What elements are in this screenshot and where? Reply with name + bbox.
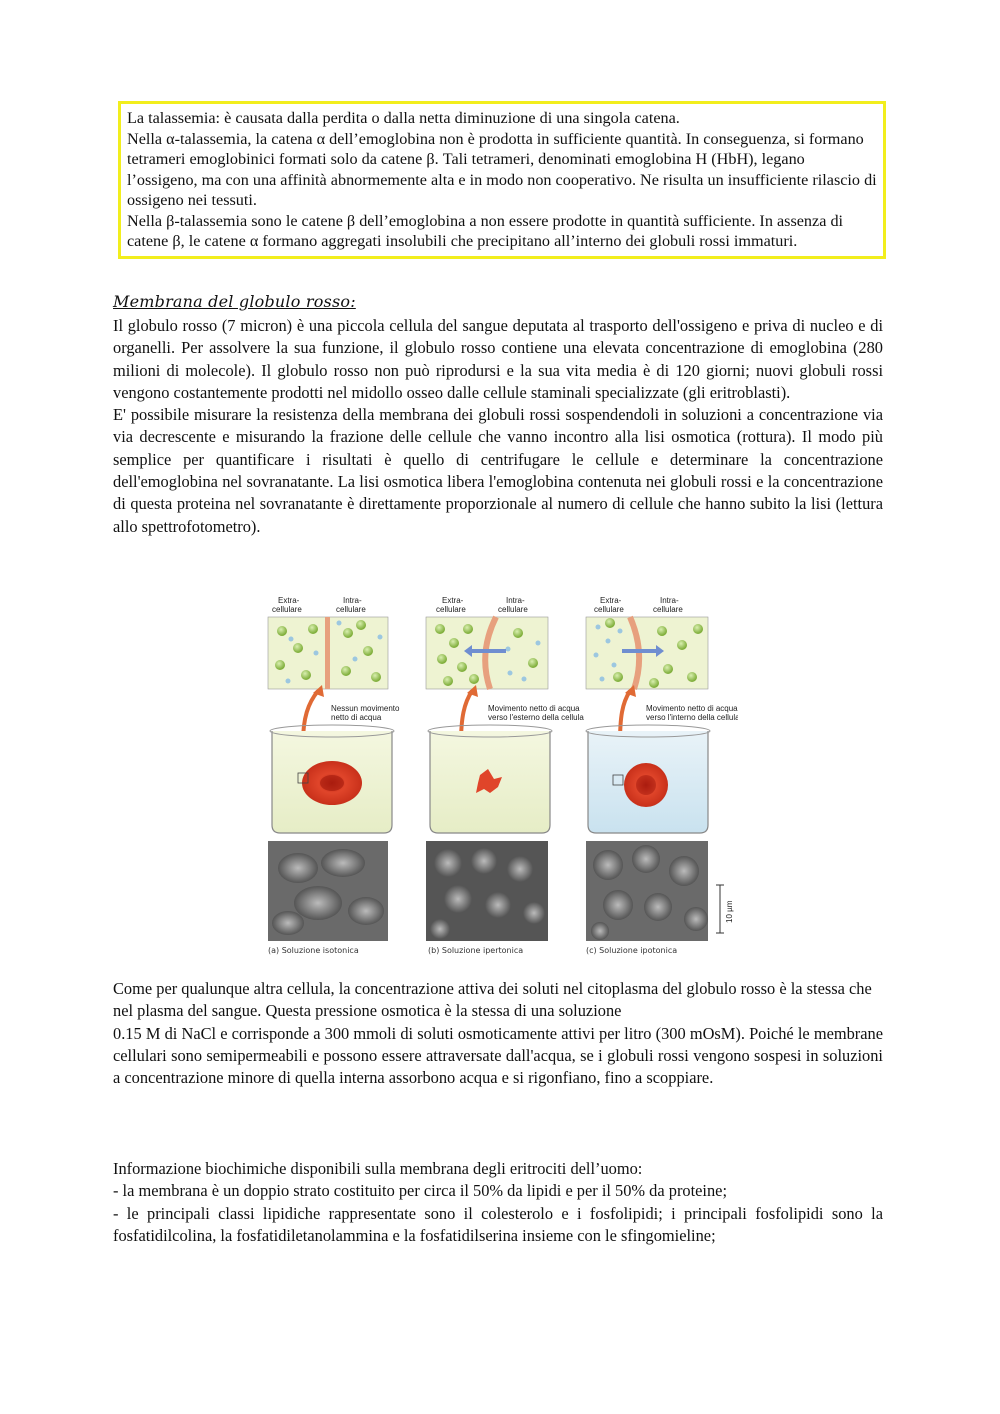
list-item: - la membrana è un doppio strato costituito per circa il 50% da lipidi e per il 50% da proteine; (113, 1181, 728, 1201)
caption: (b) Soluzione ipertonica (428, 946, 524, 955)
note-line: netto di acqua (331, 713, 382, 722)
box-line: La talassemia: è causata dalla perdita o dalla netta diminuzione di una singola catena. (127, 109, 680, 127)
paragraph: E' possibile misurare la resistenza della membrana dei globuli rossi sospendendoli in soluzioni a concentrazione via via decrescente e misurando la frazione delle cellule che vanno incontro alla lisi osmotica (rottura). Il modo più semplice per quantificare i risultati è quello di centrifugare le cellule e determinare la concentrazione dell'emoglobina nel sovranatante. La lisi osmotica libera l'emoglobina contenuta nei globuli rossi e la concentrazione di questa proteina nel sovranatante è direttamente proporzionale al numero di cellule che hanno subito la lisi (lettura allo spettrofotometro). (113, 405, 883, 536)
note-line: Movimento netto di acqua (488, 704, 580, 713)
label-cellulare: cellulare (336, 605, 366, 614)
paragraph-block-2 (113, 978, 883, 1089)
note-line: Nessun movimento (331, 704, 400, 713)
note-line: Movimento netto di acqua (646, 704, 738, 713)
paragraph: Come per qualunque altra cellula, la concentrazione attiva dei soluti nel citoplasma del globulo rosso è la stessa che nel plasma del sangue. Questa pressione osmotica è la stessa di una soluzione (113, 979, 872, 1021)
paragraph-block-1 (113, 315, 883, 538)
paragraph: Il globulo rosso (7 micron) è una piccola cellula del sangue deputata al trasporto dell'ossigeno e priva di nucleo e di organelli. Per assolvere la sua funzione, il globulo rosso contiene una elevata concentrazione di emoglobina (280 milioni di molecole). Il globulo rosso non può riprodursi e la sua vita media è di 120 giorni; nuovi globuli rossi vengono costantemente prodotti nel midollo osseo dalle cellule staminali specializzate (gli eritroblasti). (113, 316, 883, 402)
caption: (a) Soluzione isotonica (268, 946, 359, 955)
label-cellulare: cellulare (653, 605, 683, 614)
caption: (c) Soluzione ipotonica (586, 946, 678, 955)
osmosis-figure (258, 593, 738, 959)
label-intra: Intra- (343, 596, 362, 605)
label-extra: Extra- (278, 596, 300, 605)
paragraph: 0.15 M di NaCl e corrisponde a 300 mmoli di soluti osmoticamente attivi per litro (300 mOsM). Poiché le membrane cellulari sono semipermeabili e possono essere attraversate dall'acqua, se i globuli rossi vengono sospesi in soluzioni a concentrazione minore di quella interna assorbono acqua e si rigonfiano, fino a scoppiare. (113, 1023, 883, 1088)
box-line: Nella α-talassemia, la catena α dell’emoglobina non è prodotta in sufficiente quantità. In conseguenza, si formano tetrameri emoglobinici formati solo da catene β. Tali tetrameri, denominati emoglobina H (HbH), legano l’ossigeno, ma con una affinità abnormemente alta e in modo non cooperativo. Ne risulta un insufficiente rilascio di ossigeno nei tessuti. (127, 129, 877, 209)
label-extra: Extra- (600, 596, 622, 605)
label-cellulare: cellulare (594, 605, 624, 614)
label-intra: Intra- (506, 596, 525, 605)
label-cellulare: cellulare (272, 605, 302, 614)
panel-hypertonic (426, 596, 584, 955)
note-line: verso l'interno della cellula (646, 713, 738, 722)
label-intra: Intra- (660, 596, 679, 605)
paragraph-block-3 (113, 1158, 883, 1247)
scale-label: 10 µm (725, 900, 734, 923)
label-cellulare: cellulare (498, 605, 528, 614)
list-item: - le principali classi lipidiche rappresentate sono il colesterolo e i fosfolipidi; i principali fosfolipidi sono la fosfatidilcolina, la fosfatidiletanolammina e la fosfatidilserina insieme con le sfingomieline; (113, 1203, 883, 1245)
note-line: verso l'esterno della cellula (488, 713, 584, 722)
panel-hypotonic (586, 596, 738, 955)
box-line: Nella β-talassemia sono le catene β dell’emoglobina a non essere prodotte in quantità sufficiente. In assenza di catene β, le catene α formano aggregati insolubili che precipitano all’interno dei globuli rossi immaturi. (127, 211, 844, 250)
panel-isotonic (268, 596, 400, 955)
label-cellulare: cellulare (436, 605, 466, 614)
paragraph: Informazione biochimiche disponibili sulla membrana degli eritrociti dell’uomo: (113, 1159, 643, 1178)
label-extra: Extra- (442, 596, 464, 605)
section-title: Membrana del globulo rosso: (113, 292, 356, 311)
thalassemia-box (118, 101, 886, 259)
